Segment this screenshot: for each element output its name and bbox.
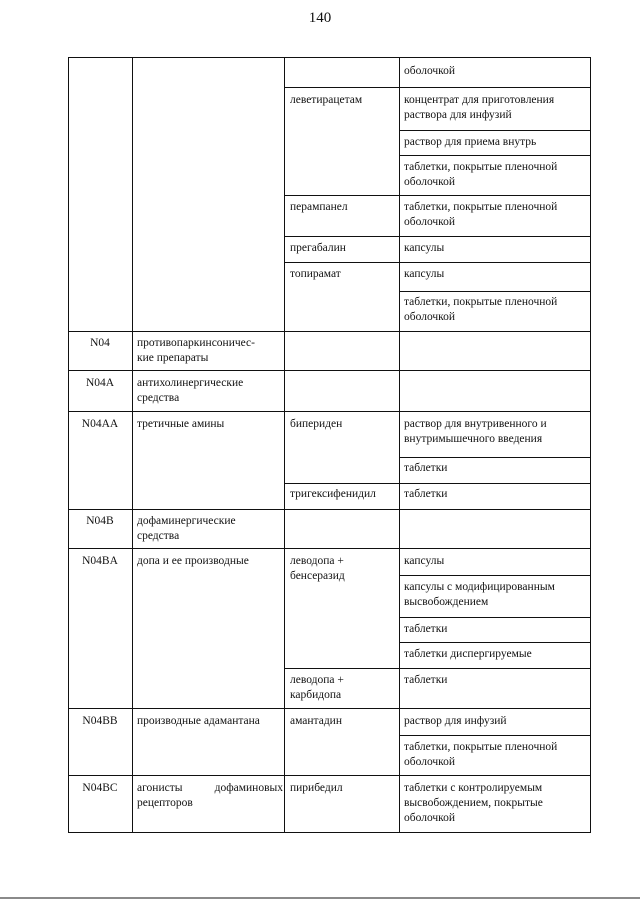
dosage-form: таблетки, покрытые пленочной оболочкой bbox=[404, 296, 558, 323]
row-divider bbox=[68, 411, 591, 412]
table-border-right bbox=[590, 57, 591, 833]
substance-name: леводопа + карбидопа bbox=[290, 674, 344, 701]
substance-name: бипериден bbox=[290, 418, 343, 430]
substance-name: прегабалин bbox=[290, 242, 346, 254]
atc-code: N04BB bbox=[82, 715, 118, 727]
atc-code: N04 bbox=[90, 337, 110, 349]
dosage-form: раствор для приема внутрь bbox=[404, 136, 537, 148]
dosage-form: таблетки bbox=[404, 623, 448, 635]
row-divider bbox=[399, 155, 591, 156]
group-name bbox=[137, 781, 283, 811]
row-divider bbox=[68, 370, 591, 371]
column-divider-form bbox=[399, 57, 400, 833]
group-name: дофаминергические средства bbox=[137, 515, 236, 542]
dosage-form: капсулы bbox=[404, 268, 445, 280]
atc-code: N04AA bbox=[81, 418, 119, 430]
group-name: допа и ее производные bbox=[137, 555, 249, 567]
substance-name: тригексифенидил bbox=[290, 488, 376, 500]
substance-name: леводопа + бенсеразид bbox=[290, 555, 345, 582]
dosage-form: таблетки, покрытые пленочной оболочкой bbox=[404, 161, 558, 188]
table-border-bottom bbox=[68, 832, 591, 833]
row-divider bbox=[399, 575, 591, 576]
column-divider-group bbox=[132, 57, 133, 833]
dosage-form: таблетки диспергируемые bbox=[404, 648, 532, 660]
dosage-form: таблетки bbox=[404, 462, 448, 474]
row-divider bbox=[399, 617, 591, 618]
row-divider bbox=[284, 236, 591, 237]
group-name: антихолинергические средства bbox=[137, 377, 244, 404]
substance-name: пирибедил bbox=[290, 782, 343, 794]
row-divider bbox=[68, 548, 591, 549]
substance-name: леветирацетам bbox=[290, 94, 363, 106]
atc-code: N04A bbox=[85, 377, 115, 389]
row-divider bbox=[284, 262, 591, 263]
dosage-form: таблетки bbox=[404, 488, 448, 500]
row-divider bbox=[68, 331, 591, 332]
row-divider bbox=[284, 483, 591, 484]
group-name-line: рецепторов bbox=[137, 797, 193, 809]
group-name-line: агонисты дофаминовых bbox=[137, 782, 283, 794]
atc-code: N04B bbox=[86, 515, 114, 527]
substance-name: перампанел bbox=[290, 201, 348, 213]
dosage-form: капсулы bbox=[404, 555, 445, 567]
row-divider bbox=[284, 87, 591, 88]
row-divider bbox=[399, 130, 591, 131]
dosage-form: таблетки, покрытые пленочной оболочкой bbox=[404, 201, 558, 228]
dosage-form: раствор для внутривенного и внутримышечного введения bbox=[404, 418, 547, 445]
dosage-form: капсулы bbox=[404, 242, 445, 254]
row-divider bbox=[68, 708, 591, 709]
page-bottom-edge bbox=[0, 897, 640, 899]
dosage-form: таблетки с контролируемым высвобождением, покрытые оболочкой bbox=[404, 782, 543, 824]
row-divider bbox=[399, 291, 591, 292]
table-border-top bbox=[68, 57, 591, 58]
dosage-form: оболочкой bbox=[404, 65, 456, 77]
dosage-form: таблетки bbox=[404, 674, 448, 686]
column-divider-substance bbox=[284, 57, 285, 833]
row-divider bbox=[68, 509, 591, 510]
row-divider bbox=[399, 457, 591, 458]
row-divider bbox=[284, 668, 591, 669]
substance-name: топирамат bbox=[290, 268, 341, 280]
atc-code: N04BC bbox=[82, 782, 118, 794]
dosage-form: раствор для инфузий bbox=[404, 715, 507, 727]
group-name: противопаркинсоничес- кие препараты bbox=[137, 337, 255, 364]
atc-code: N04BA bbox=[82, 555, 118, 567]
dosage-form: таблетки, покрытые пленочной оболочкой bbox=[404, 741, 558, 768]
row-divider bbox=[399, 642, 591, 643]
row-divider bbox=[399, 735, 591, 736]
row-divider bbox=[68, 775, 591, 776]
group-name: третичные амины bbox=[137, 418, 225, 430]
row-divider bbox=[284, 195, 591, 196]
page-number: 140 bbox=[308, 10, 332, 26]
group-name: производные адамантана bbox=[137, 715, 260, 727]
dosage-form: капсулы с модифицированным высвобождением bbox=[404, 581, 555, 608]
dosage-form: концентрат для приготовления раствора для инфузий bbox=[404, 94, 555, 121]
substance-name: амантадин bbox=[290, 715, 342, 727]
